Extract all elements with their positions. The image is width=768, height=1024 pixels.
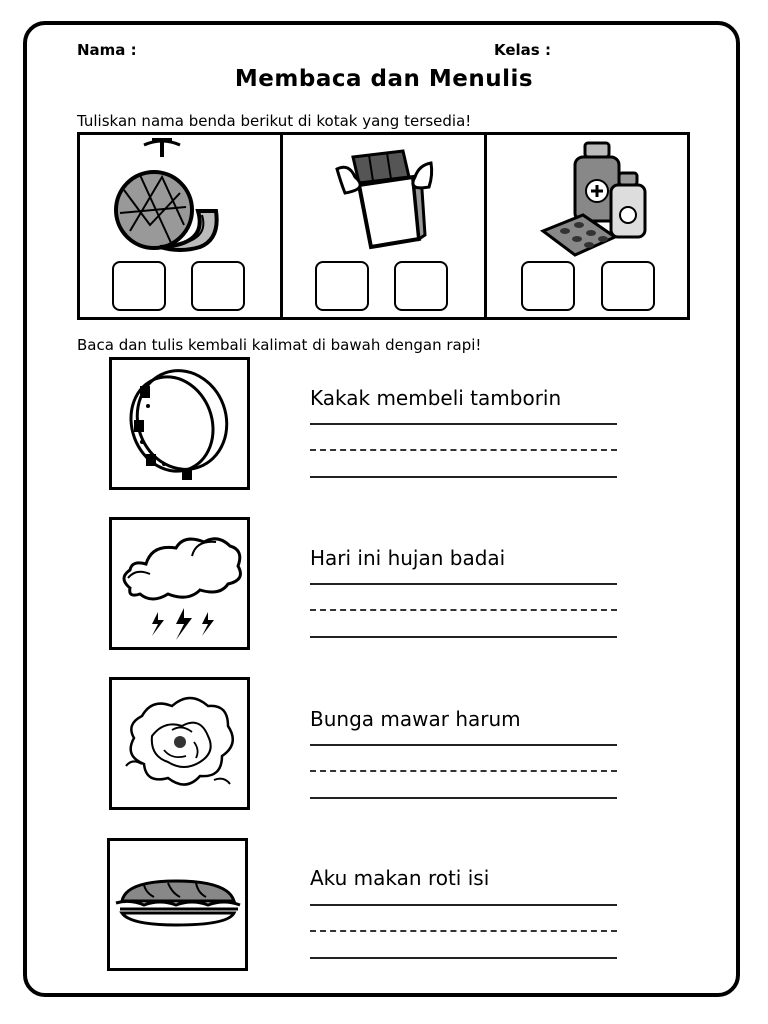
letter-box[interactable] xyxy=(601,261,655,311)
picture-naming-table xyxy=(77,132,690,320)
melon-icon xyxy=(80,135,282,260)
writing-line[interactable] xyxy=(310,957,617,959)
naming-cell-2 xyxy=(280,135,483,317)
writing-guide-dashed xyxy=(310,449,617,451)
page-title: Membaca dan Menulis xyxy=(234,66,534,92)
sentence-text: Hari ini hujan badai xyxy=(310,546,506,570)
writing-line[interactable] xyxy=(310,423,617,425)
writing-line[interactable] xyxy=(310,797,617,799)
writing-guide-dashed xyxy=(310,770,617,772)
letter-box[interactable] xyxy=(315,261,369,311)
writing-line[interactable] xyxy=(310,583,617,585)
instruction-2: Baca dan tulis kembali kalimat di bawah dengan rapi! xyxy=(77,336,482,354)
writing-line[interactable] xyxy=(310,636,617,638)
sentence-text: Aku makan roti isi xyxy=(310,866,490,890)
naming-cell-3 xyxy=(484,135,687,317)
picture-box xyxy=(107,838,248,971)
sandwich-icon xyxy=(110,841,247,970)
picture-box xyxy=(109,357,250,490)
writing-guide-dashed xyxy=(310,609,617,611)
instruction-1: Tuliskan nama benda berikut di kotak yang tersedia! xyxy=(77,112,472,130)
writing-line[interactable] xyxy=(310,744,617,746)
rose-icon xyxy=(112,680,247,807)
picture-box xyxy=(109,677,250,810)
class-label: Kelas : xyxy=(494,41,551,59)
writing-line[interactable] xyxy=(310,904,617,906)
naming-cell-1 xyxy=(80,135,280,317)
letter-box[interactable] xyxy=(521,261,575,311)
writing-guide-dashed xyxy=(310,930,617,932)
medicine-icon xyxy=(487,135,689,260)
storm-cloud-icon xyxy=(112,520,247,647)
letter-box[interactable] xyxy=(191,261,245,311)
writing-line[interactable] xyxy=(310,476,617,478)
name-label: Nama : xyxy=(77,41,137,59)
chocolate-icon xyxy=(283,135,485,260)
picture-box xyxy=(109,517,250,650)
letter-box[interactable] xyxy=(112,261,166,311)
sentence-text: Bunga mawar harum xyxy=(310,707,521,731)
tambourine-icon xyxy=(112,360,247,487)
letter-box[interactable] xyxy=(394,261,448,311)
sentence-text: Kakak membeli tamborin xyxy=(310,386,562,410)
